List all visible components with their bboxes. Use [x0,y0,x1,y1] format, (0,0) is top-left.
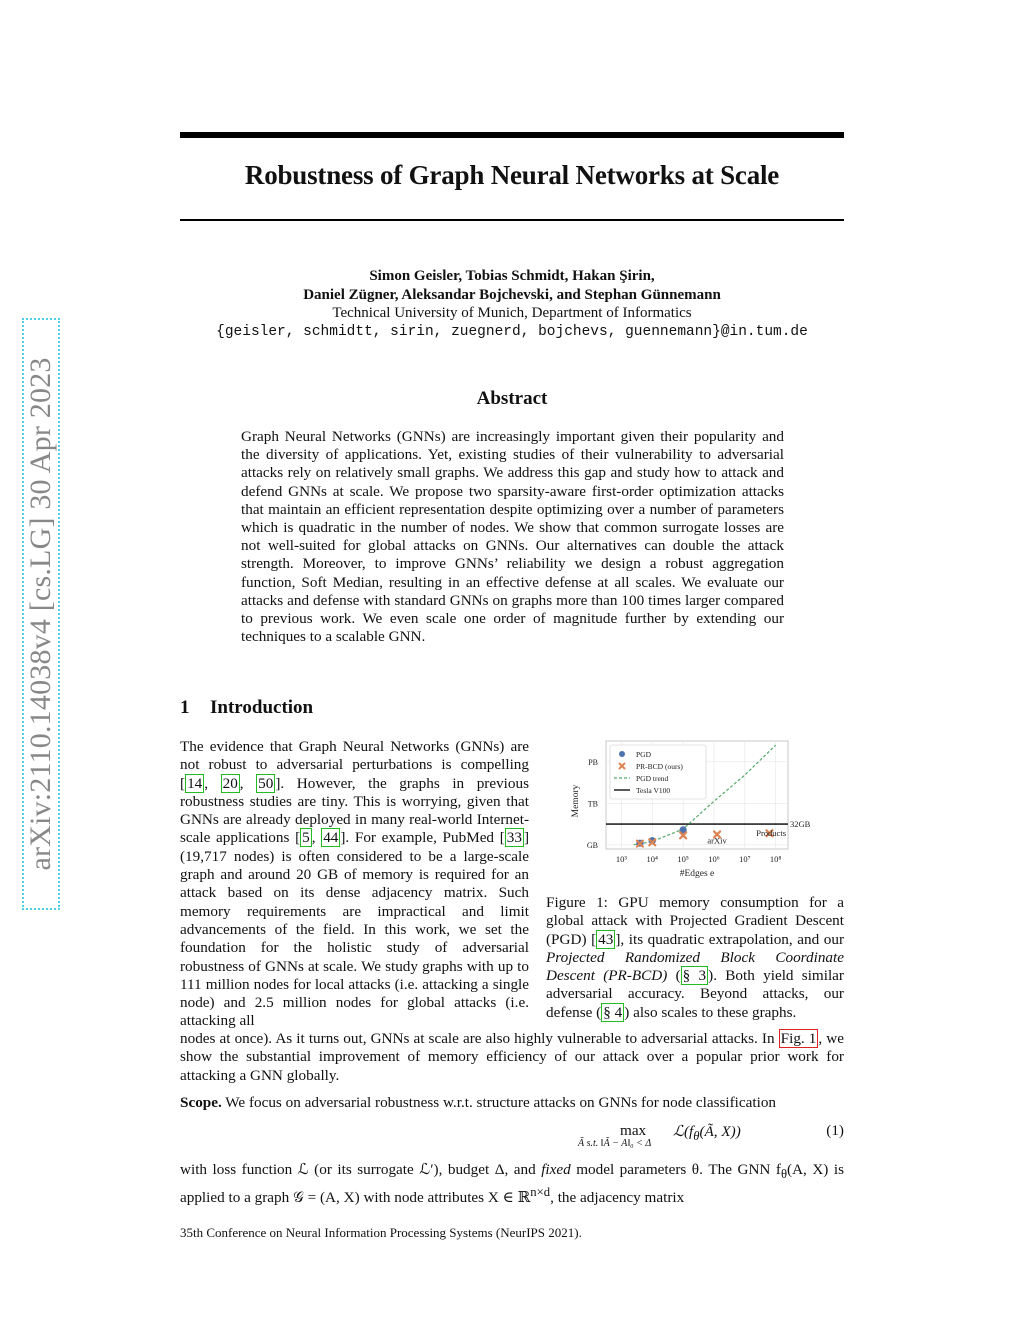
body-text: model parameters θ. The GNN f [570,1161,781,1178]
legend-label: PGD [636,750,652,759]
intro-text: ] (19,717 nodes) is often considered to be a large-scale graph and around 20 GB of memory is required for an attack based on its dense adjacency matrix. Such memory requirements are impractical and limit advancements of the field. In this work, we set the foundation for the holistic study of adversarial robustness of GNNs at scale. We study graphs with up to 111 million nodes for local attacks (i.e. attacking a single node) and 2.5 million nodes for global attacks (i.e. attacking all [180,829,529,1030]
x-tick-label: 10⁷ [739,854,751,864]
x-tick-label: 10³ [615,854,627,864]
scope-paragraph [180,1094,844,1112]
legend-label: PGD trend [636,774,669,783]
x-axis-label: #Edges e [679,869,715,879]
intro-text: , we show the substantial improvement of memory efficiency of our attack over a popular prior work for attacking a GNN globally. [180,1030,845,1084]
arxiv-stamp [22,318,60,910]
caption-text: ) also scales to these graphs. [624,1003,797,1021]
caption-text: ( [667,967,681,985]
authors-line-1: Simon Geisler, Tobias Schmidt, Hakan Şirin, [369,268,655,284]
citation-link[interactable]: 43 [598,930,614,948]
section-title: Introduction [210,697,314,718]
figure-link[interactable]: Fig. 1 [780,1030,817,1047]
x-tick-label: 10⁶ [708,854,720,864]
body-emphasis: fixed [541,1161,571,1178]
intro-paragraph-full [180,1030,844,1085]
caption-text: ], its quadratic extrapolation, and our [615,930,844,948]
y-tick-label: GB [586,840,598,850]
caption-text: ). Both yield similar adversarial accuracy. Beyond attacks, our defense ( [546,967,844,1021]
paper-title: Robustness of Graph Neural Networks at Scale [244,160,780,190]
y-axis-label: Memory [571,784,581,818]
section-number: 1 [180,697,190,718]
scope-label: Scope. [180,1094,222,1111]
intro-text: nodes at once). As it turns out, GNNs at scale are also highly vulnerable to adversarial attacks. In [180,1030,775,1047]
intro-text: ]. For example, PubMed [ [340,829,505,847]
citation-link[interactable]: 14 [187,774,203,792]
dimension-superscript: n×d [530,1185,551,1200]
citation-link[interactable]: 50 [258,774,274,792]
legend-pgd-marker [619,751,625,757]
equation-loss: ℒ(f [673,1123,694,1140]
equation-number: (1) [826,1122,844,1139]
x-tick-label: 10⁵ [677,854,689,864]
equation-operator: max [620,1122,647,1139]
figure-1-memory-chart [560,735,850,885]
caption-text: Figure 1: GPU memory consumption for a global attack with Projected Gradient Descent (PGD) [ [546,894,844,948]
paragraph-after-equation [180,1161,844,1208]
citation-link[interactable]: 20 [222,774,238,792]
affiliation: Technical University of Munich, Department of Informatics [332,305,692,321]
equation-body [673,1122,741,1144]
intro-paragraph-column: The evidence that Graph Neural Networks (GNNs) are not robust to adversarial perturbations is compelling [ 14 , 20 , 50 ]. However, the graphs in previous robustness studies are tiny. This is worrying, given that GNNs are already deployed in many real-world Internet-scale applications [ 5 , 44 ]. For example, PubMed [ 33 ] (19,717 nodes) is often considered to be a large-scale graph and around 20 GB of memory is required for an attack based on its dense adjacency matrix. Such memory requirements are impractical and limit advancements of the field. In this work, we set the foundation for the holistic study of adversarial robustness of GNNs at scale. We study graphs with up to 111 million nodes for local attacks (i.e. attacking a single node) and 2.5 million nodes for global attacks (i.e. attacking all [180,738,530,1030]
equation-args: (Ã, X)) [699,1123,741,1140]
y-tick-label: TB [587,799,598,809]
title-bottom-rule [180,219,844,221]
equation-subscript: θ [693,1129,700,1144]
title-top-rule [180,132,844,138]
figure-1-caption [546,894,844,1022]
equation-1 [180,1120,844,1156]
scope-text: We focus on adversarial robustness w.r.t. structure attacks on GNNs for node classification [221,1094,777,1111]
y-tick-label: PB [588,757,598,767]
section-link[interactable]: § 3 [682,967,707,985]
section-heading [180,697,313,719]
caption-emphasis: Projected Randomized Block Coordinate Descent (PR-BCD) [546,948,844,985]
equation-constraint: Ã s.t. ‖Ã − A‖₀ < Δ [578,1138,652,1149]
body-text: , the adjacency matrix [550,1189,685,1207]
body-text: (A, X) is applied to a graph 𝒢 = (A, X) with node attributes X ∈ ℝ [180,1161,844,1207]
annotation-arxiv: arXiv [707,835,727,846]
annotation-products: Products [756,828,786,839]
abstract-text: Graph Neural Networks (GNNs) are increasingly important given their popularity and the diversity of applications. Yet, existing studies of their vulnerability to adversarial attacks rely on relatively small graphs. We address this gap and study how to attack and defend GNNs at scale. We propose two sparsity-aware first-order optimization attacks that maintain an efficient representation despite optimizing over a number of parameters which is quadratic in the number of nodes. We show that common surrogate losses are not well-suited for global attacks on GNNs. Our alternatives can double the attack strength. Moreover, to improve GNNs’ reliability we design a robust aggregation function, Soft Median, resulting in an effective defense at all scales. We evaluate our attacks and defense with standard GNNs on graphs more than 100 times larger compared to previous work. We even scale one order of magnitude further by extending our techniques to a scalable GNN. [241,428,784,646]
x-tick-label: 10⁴ [646,854,659,864]
citation-link[interactable]: 33 [506,829,522,847]
annotation-32gb: 32GB [790,819,811,830]
intro-text: ]. However, the graphs in previous robustness studies are tiny. This is worrying, given that GNNs are already deployed in many real-world Internet-scale applications [ [180,774,530,847]
theta-subscript: θ [780,1167,788,1182]
intro-text: The evidence that Graph Neural Networks (GNNs) are not robust to adversarial perturbations is compelling [ [180,738,529,792]
body-text: with loss function ℒ (or its surrogate ℒ′), budget Δ, and [180,1161,542,1178]
legend-label: Tesla V100 [636,786,671,795]
abstract-heading: Abstract [476,388,548,409]
emails: {geisler, schmidtt, sirin, zuegnerd, bojchevs, guennemann}@in.tum.de [216,323,808,340]
x-tick-label: 10⁸ [769,854,782,864]
citation-link[interactable]: 44 [323,829,339,847]
arxiv-id: arXiv:2110.14038v4 [cs.LG] 30 Apr 2023 [24,357,57,871]
citation-link[interactable]: 5 [302,829,310,847]
legend-label: PR-BCD (ours) [636,762,683,771]
authors-line-2: Daniel Zügner, Aleksandar Bojchevski, and Stephan Günnemann [303,286,721,303]
author-block [180,267,844,341]
section-link[interactable]: § 4 [603,1003,623,1021]
conference-footnote: 35th Conference on Neural Information Processing Systems (NeurIPS 2021). [180,1225,582,1240]
